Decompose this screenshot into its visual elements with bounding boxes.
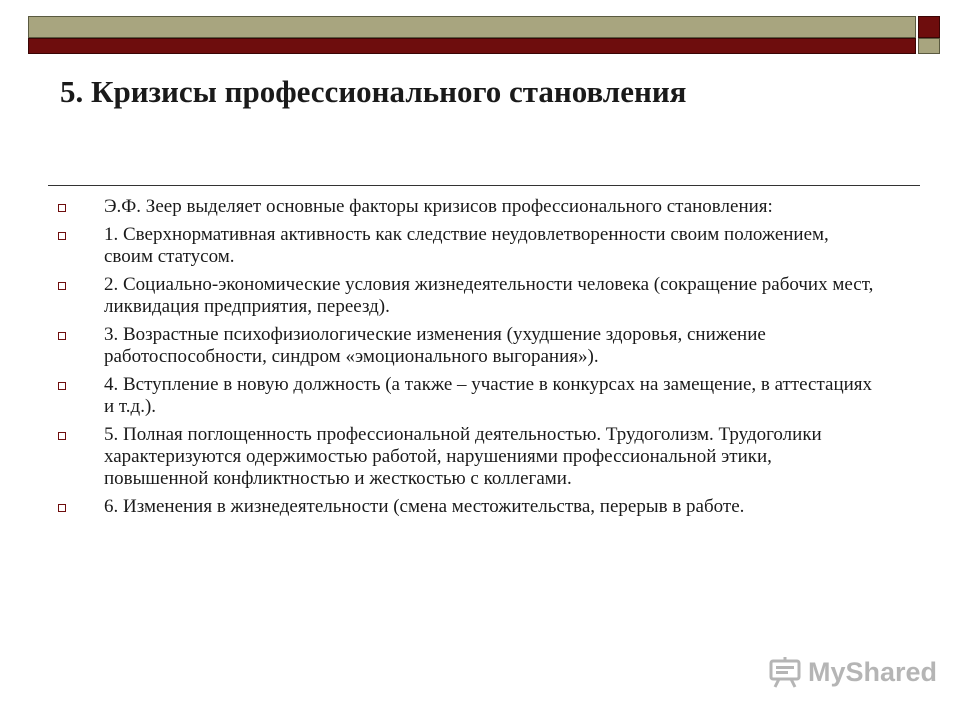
- header-band-olive: [28, 16, 916, 38]
- watermark-text: MyShared: [808, 656, 938, 687]
- list-item: [58, 196, 878, 218]
- list-item: [58, 274, 878, 318]
- bullet-text: 4. Вступление в новую должность (а также – участие в конкурсах на замещение, в аттестациях и т.д.).: [104, 374, 873, 417]
- square-bullet-icon: [58, 232, 66, 240]
- bullet-text: 3. Возрастные психофизиологические изменения (ухудшение здоровья, снижение работоспособности, синдром «эмоционального выгорания»).: [104, 324, 766, 367]
- square-bullet-icon: [58, 504, 66, 512]
- list-item: [58, 424, 878, 490]
- square-bullet-icon: [58, 282, 66, 290]
- list-item: [58, 224, 878, 268]
- bullet-text: 5. Полная поглощенность профессиональной деятельностью. Трудоголизм. Трудоголики характеризуются одержимостью работой, нарушениями профессиональной этики, повышенной конфликтностью и жесткостью с коллегами.: [104, 424, 822, 489]
- title-divider: [48, 185, 920, 186]
- bullet-text: 1. Сверхнормативная активность как следствие неудовлетворенности своим положением, своим статусом.: [104, 224, 829, 267]
- square-bullet-icon: [58, 382, 66, 390]
- header-band-maroon: [28, 38, 916, 54]
- slide-title: 5. Кризисы профессионального становления: [60, 74, 687, 109]
- bullet-text: Э.Ф. Зеер выделяет основные факторы кризисов профессионального становления:: [104, 196, 773, 217]
- bullet-list: [58, 196, 878, 524]
- list-item: [58, 496, 878, 518]
- header-corner-maroon: [918, 16, 940, 38]
- bullet-text: 6. Изменения в жизнедеятельности (смена местожительства, перерыв в работе.: [104, 496, 745, 517]
- square-bullet-icon: [58, 432, 66, 440]
- square-bullet-icon: [58, 204, 66, 212]
- presentation-board-icon: [768, 656, 802, 688]
- square-bullet-icon: [58, 332, 66, 340]
- header-corner-olive: [918, 38, 940, 54]
- list-item: [58, 324, 878, 368]
- watermark-logo: [768, 656, 937, 688]
- list-item: [58, 374, 878, 418]
- bullet-text: 2. Социально-экономические условия жизнедеятельности человека (сокращение рабочих мест, ликвидация предприятия, переезд).: [104, 274, 874, 317]
